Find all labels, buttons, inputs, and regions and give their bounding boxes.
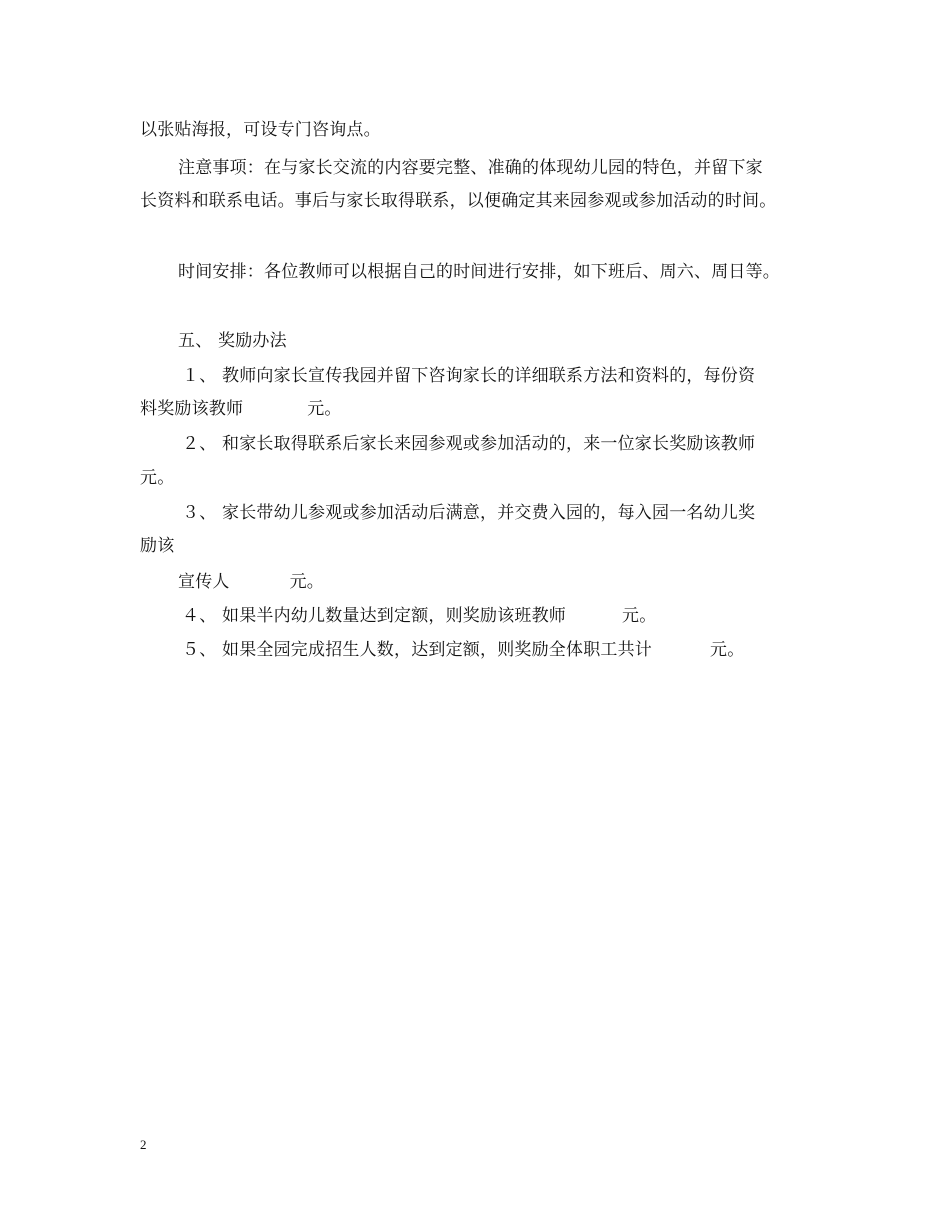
list-item-text: 元。 [710, 640, 745, 660]
list-item-text: 元。 [307, 399, 342, 419]
list-item-text: ５、 如果全园完成招生人数，达到定额，则奖励全体职工共计 [182, 640, 653, 660]
body-line: 长资料和联系电话。事后与家长取得联系，以便确定其来园参观或参加活动的时间。 [140, 191, 777, 211]
list-item-5 [182, 638, 744, 662]
list-item-3-continuation [178, 570, 324, 594]
body-line: 时间安排：各位教师可以根据自己的时间进行安排，如下班后、周六、周日等。 [178, 262, 780, 282]
page-number: 2 [140, 1137, 147, 1152]
list-item-3-continuation: 励该 [140, 536, 175, 556]
list-item-1: １、 教师向家长宣传我园并留下咨询家长的详细联系方法和资料的，每份资 [182, 366, 756, 386]
list-item-text: 料奖励该教师 [140, 399, 244, 419]
section-heading: 五、 奖励办法 [178, 331, 287, 351]
list-item-text: 宣传人 [178, 572, 230, 592]
list-item-text: 元。 [622, 606, 657, 626]
list-item-2: ２、 和家长取得联系后家长来园参观或参加活动的，来一位家长奖励该教师 [182, 434, 756, 454]
body-line: 注意事项：在与家长交流的内容要完整、准确的体现幼儿园的特色，并留下家 [178, 158, 763, 178]
list-item-4 [182, 604, 656, 628]
list-item-1-continuation [140, 397, 342, 421]
list-item-text: ４、 如果半内幼儿数量达到定额，则奖励该班教师 [182, 606, 567, 626]
list-item-text: 元。 [289, 572, 325, 592]
list-item-2-continuation: 元。 [140, 468, 175, 488]
body-line: 以张贴海报，可设专门咨询点。 [140, 120, 381, 140]
list-item-3: ３、 家长带幼儿参观或参加活动后满意，并交费入园的，每入园一名幼儿奖 [182, 503, 756, 523]
